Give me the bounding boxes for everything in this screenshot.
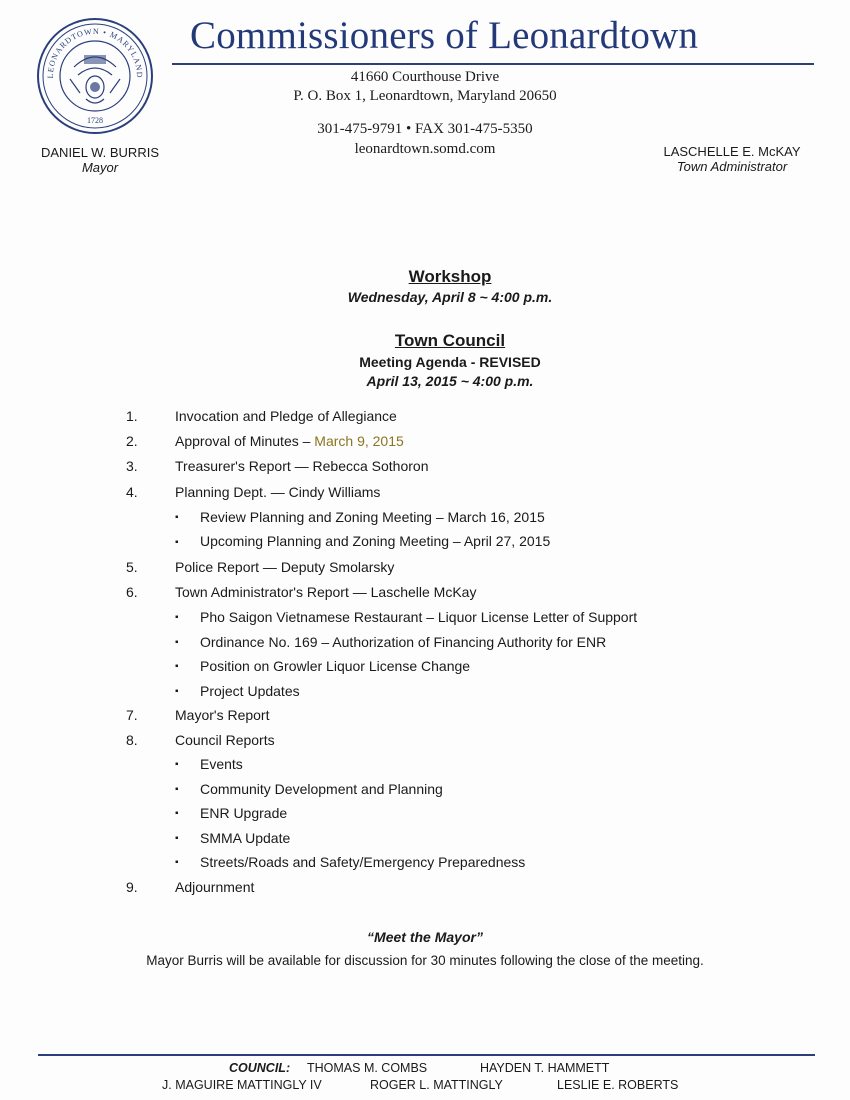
administrator-block [652, 144, 812, 174]
address-line-1: 41660 Courthouse Drive [350, 69, 500, 85]
workshop-datetime: Wednesday, April 8 ~ 4:00 p.m. [347, 289, 553, 305]
mayor-name: DANIEL W. BURRIS [41, 145, 159, 160]
agenda-subitem: Ordinance No. 169 – Authorization of Financing Authority for ENR [200, 634, 607, 650]
agenda-item: Planning Dept. — Cindy Williams [175, 484, 381, 500]
agenda-subitem: SMMA Update [200, 830, 291, 846]
council-label-text: COUNCIL: [229, 1061, 291, 1075]
seal-year: 1728 [87, 116, 103, 125]
bullet-icon: ▪ [175, 512, 179, 523]
agenda-subitem: Streets/Roads and Safety/Emergency Preparedness [200, 854, 526, 870]
mayor-block [30, 145, 170, 175]
workshop-heading: Workshop [408, 267, 492, 286]
item-number: 6. [126, 584, 138, 600]
agenda-subitem: Review Planning and Zoning Meeting – March 16, 2015 [200, 509, 545, 525]
bullet-icon: ▪ [175, 857, 179, 868]
item-number: 9. [126, 879, 138, 895]
item-number: 1. [126, 408, 138, 424]
agenda-item [175, 433, 404, 449]
item-number: 7. [126, 707, 138, 723]
council-member: J. MAGUIRE MATTINGLY IV [162, 1078, 322, 1092]
website[interactable]: leonardtown.somd.com [354, 141, 496, 157]
meeting-datetime: April 13, 2015 ~ 4:00 p.m. [366, 373, 534, 389]
agenda-subitem: ENR Upgrade [200, 805, 288, 821]
agenda-item: Treasurer's Report — Rebecca Sothoron [175, 458, 429, 474]
agenda-subitem: Events [200, 756, 243, 772]
phone-fax-line: 301-475-9791 • FAX 301-475-5350 [317, 121, 533, 137]
meet-mayor-heading: “Meet the Mayor” [367, 929, 483, 945]
item-number: 4. [126, 484, 138, 500]
agenda-item: Invocation and Pledge of Allegiance [175, 408, 397, 424]
bullet-icon: ▪ [175, 784, 179, 795]
agenda-item: Town Administrator's Report — Laschelle McKay [175, 584, 477, 600]
council-member: THOMAS M. COMBS [307, 1061, 428, 1075]
agenda-subheading: Meeting Agenda - REVISED [359, 354, 541, 370]
item-number: 5. [126, 559, 138, 575]
page-title: Commissioners of Leonardtown [190, 14, 699, 57]
council-label [229, 1061, 290, 1075]
agenda-subitem: Position on Growler Liquor License Change [200, 658, 471, 674]
agenda-subitem: Community Development and Planning [200, 781, 443, 797]
address-line-2: P. O. Box 1, Leonardtown, Maryland 20650 [293, 88, 557, 104]
bullet-icon: ▪ [175, 686, 179, 697]
item-number: 3. [126, 458, 138, 474]
council-member: LESLIE E. ROBERTS [557, 1078, 679, 1092]
mayor-title: Mayor [81, 160, 119, 175]
bullet-icon: ▪ [175, 808, 179, 819]
item-number: 2. [126, 433, 138, 449]
agenda-item: Mayor's Report [175, 707, 270, 723]
bullet-icon: ▪ [175, 637, 179, 648]
meet-mayor-text: Mayor Burris will be available for discussion for 30 minutes following the close of the meeting. [146, 953, 704, 968]
agenda-item: Adjournment [175, 879, 255, 895]
agenda-item: Council Reports [175, 732, 275, 748]
agenda-subitem: Pho Saigon Vietnamese Restaurant – Liquor License Letter of Support [200, 609, 638, 625]
agenda-item-text: Approval of Minutes – [175, 433, 315, 449]
item-number: 8. [126, 732, 138, 748]
bullet-icon: ▪ [175, 537, 179, 548]
bullet-icon: ▪ [175, 661, 179, 672]
minutes-link[interactable]: March 9, 2015 [314, 433, 404, 449]
title-divider [172, 63, 814, 65]
agenda-subitem: Project Updates [200, 683, 300, 699]
agenda-item: Police Report — Deputy Smolarsky [175, 559, 395, 575]
administrator-name: LASCHELLE E. McKAY [663, 144, 801, 159]
bullet-icon: ▪ [175, 833, 179, 844]
administrator-title: Town Administrator [676, 159, 788, 174]
council-member: HAYDEN T. HAMMETT [480, 1061, 610, 1075]
council-member: ROGER L. MATTINGLY [370, 1078, 503, 1092]
bullet-icon: ▪ [175, 612, 179, 623]
footer-divider [38, 1054, 815, 1056]
town-council-heading: Town Council [394, 331, 506, 350]
bullet-icon: ▪ [175, 759, 179, 770]
seal-text: LEONARDTOWN • MARYLAND [45, 26, 145, 79]
agenda-subitem: Upcoming Planning and Zoning Meeting – April 27, 2015 [200, 533, 551, 549]
